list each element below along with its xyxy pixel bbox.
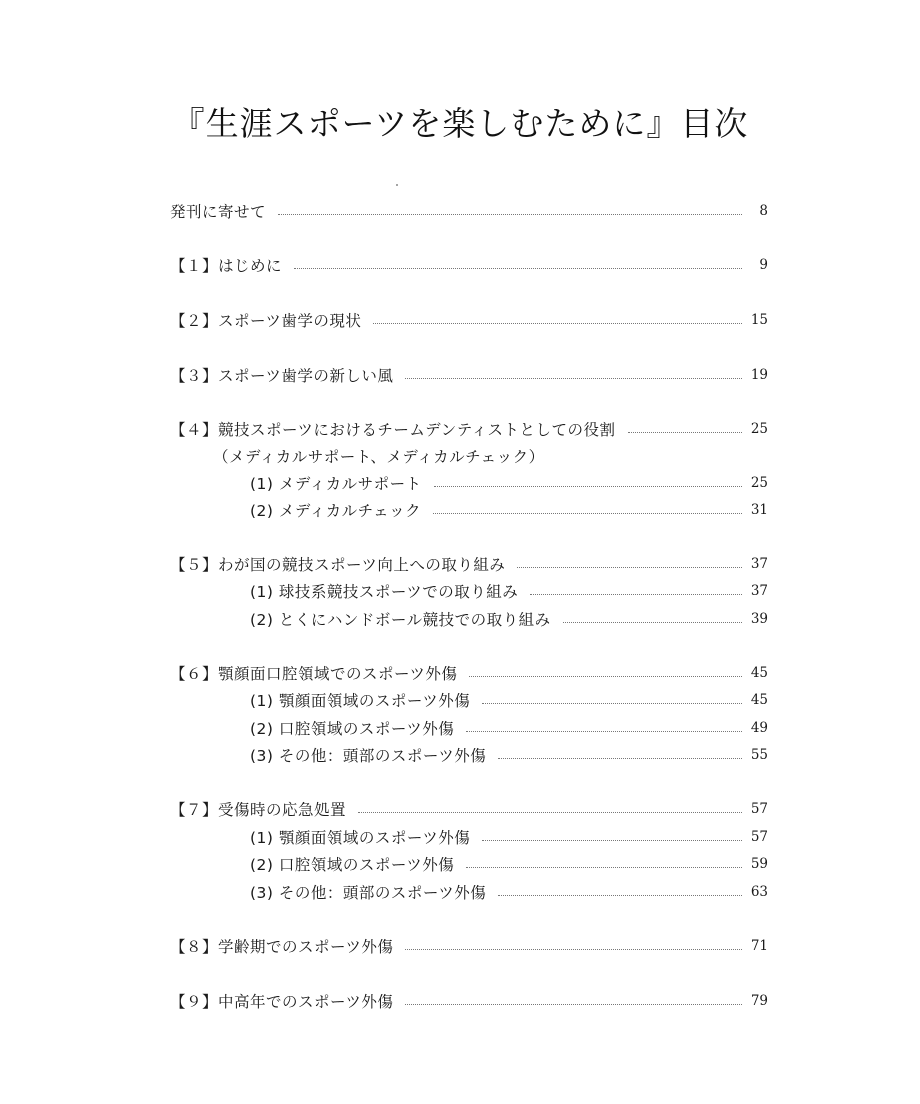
toc-subentry [250, 825, 768, 849]
leader-dots [563, 622, 742, 623]
toc-subentry [250, 852, 768, 876]
toc-label: 【７】受傷時の応急処置 [170, 801, 347, 819]
page-title: 『生涯スポーツを楽しむために』目次 [171, 104, 749, 143]
leader-dots [466, 731, 742, 732]
leader-dots [278, 214, 742, 215]
toc-subentry [250, 471, 768, 495]
toc-page-number: 59 [750, 856, 768, 872]
leader-dots [628, 432, 742, 433]
leader-dots [405, 1004, 742, 1005]
toc-page-number: 79 [750, 993, 768, 1009]
toc-subentry [250, 607, 768, 631]
toc-page-number: 49 [750, 720, 768, 736]
leader-dots [466, 867, 742, 868]
leader-dots [498, 758, 742, 759]
toc-label: 【６】顎顔面口腔領域でのスポーツ外傷 [170, 665, 458, 683]
toc-label: 【８】学齢期でのスポーツ外傷 [170, 938, 394, 956]
toc-subentry [250, 498, 768, 522]
toc-page-number: 55 [750, 747, 768, 763]
leader-dots [294, 268, 742, 269]
toc-page-number: 8 [759, 203, 768, 219]
toc-page-number: 71 [750, 938, 768, 954]
toc-entry-chapter-2 [170, 308, 768, 332]
toc-page-number: 39 [750, 611, 768, 627]
toc-subentry [250, 880, 768, 904]
toc-label: (1) メディカルサポート [250, 475, 422, 493]
scan-speck [396, 184, 398, 186]
leader-dots [469, 676, 742, 677]
toc-label: 【１】はじめに [170, 257, 283, 275]
toc-page-number: 57 [750, 829, 768, 845]
toc-label: (2) 口腔領域のスポーツ外傷 [250, 720, 455, 738]
leader-dots [482, 703, 742, 704]
toc-label: 【５】わが国の競技スポーツ向上への取り組み [170, 556, 506, 574]
toc-label: 【３】スポーツ歯学の新しい風 [170, 367, 394, 385]
toc-page-number: 45 [750, 665, 768, 681]
toc-page-number: 15 [750, 312, 768, 328]
toc-entry-chapter-5 [170, 552, 768, 576]
toc-entry-chapter-4 [170, 417, 768, 441]
toc-chapter-4-subtitle: （メディカルサポート、メディカルチェック） [213, 448, 545, 466]
toc-subentry [250, 716, 768, 740]
toc-subentry [250, 688, 768, 712]
toc-subentry [250, 743, 768, 767]
toc-label: (2) メディカルチェック [250, 502, 422, 520]
toc-label: (2) 口腔領域のスポーツ外傷 [250, 856, 455, 874]
leader-dots [530, 594, 742, 595]
toc-label: (3) その他：頭部のスポーツ外傷 [250, 747, 487, 765]
toc-page-number: 37 [750, 556, 768, 572]
toc-label: (3) その他：頭部のスポーツ外傷 [250, 884, 487, 902]
leader-dots [482, 840, 742, 841]
toc-page-number: 19 [750, 367, 768, 383]
toc-page-number: 31 [750, 502, 768, 518]
toc-page-number: 25 [750, 475, 768, 491]
toc-entry-chapter-6 [170, 661, 768, 685]
toc-entry-chapter-8 [170, 934, 768, 958]
toc-page-number: 57 [750, 801, 768, 817]
toc-label: (2) とくにハンドボール競技での取り組み [250, 611, 551, 629]
toc-entry-chapter-7 [170, 797, 768, 821]
toc-entry-foreword [170, 199, 768, 223]
toc-label: (1) 球技系競技スポーツでの取り組み [250, 583, 519, 601]
toc-entry-chapter-1 [170, 253, 768, 277]
toc-subentry [250, 579, 768, 603]
toc-label: (1) 顎顔面領域のスポーツ外傷 [250, 829, 471, 847]
leader-dots [433, 513, 742, 514]
toc-label: 【９】中高年でのスポーツ外傷 [170, 993, 394, 1011]
leader-dots [405, 378, 742, 379]
leader-dots [434, 486, 742, 487]
leader-dots [373, 323, 742, 324]
toc-label: 【４】競技スポーツにおけるチームデンティストとしての役割 [170, 421, 616, 439]
toc-entry-chapter-9 [170, 989, 768, 1013]
toc-label: 発刊に寄せて [170, 203, 267, 221]
toc-label: (1) 顎顔面領域のスポーツ外傷 [250, 692, 471, 710]
toc-entry-chapter-3 [170, 363, 768, 387]
toc-page-number: 9 [759, 257, 768, 273]
leader-dots [405, 949, 742, 950]
toc-page-number: 37 [750, 583, 768, 599]
leader-dots [358, 812, 742, 813]
leader-dots [498, 895, 742, 896]
toc-page-number: 25 [750, 421, 768, 437]
toc-page-number: 63 [750, 884, 768, 900]
toc-label: 【２】スポーツ歯学の現状 [170, 312, 362, 330]
leader-dots [517, 567, 742, 568]
toc-page-number: 45 [750, 692, 768, 708]
